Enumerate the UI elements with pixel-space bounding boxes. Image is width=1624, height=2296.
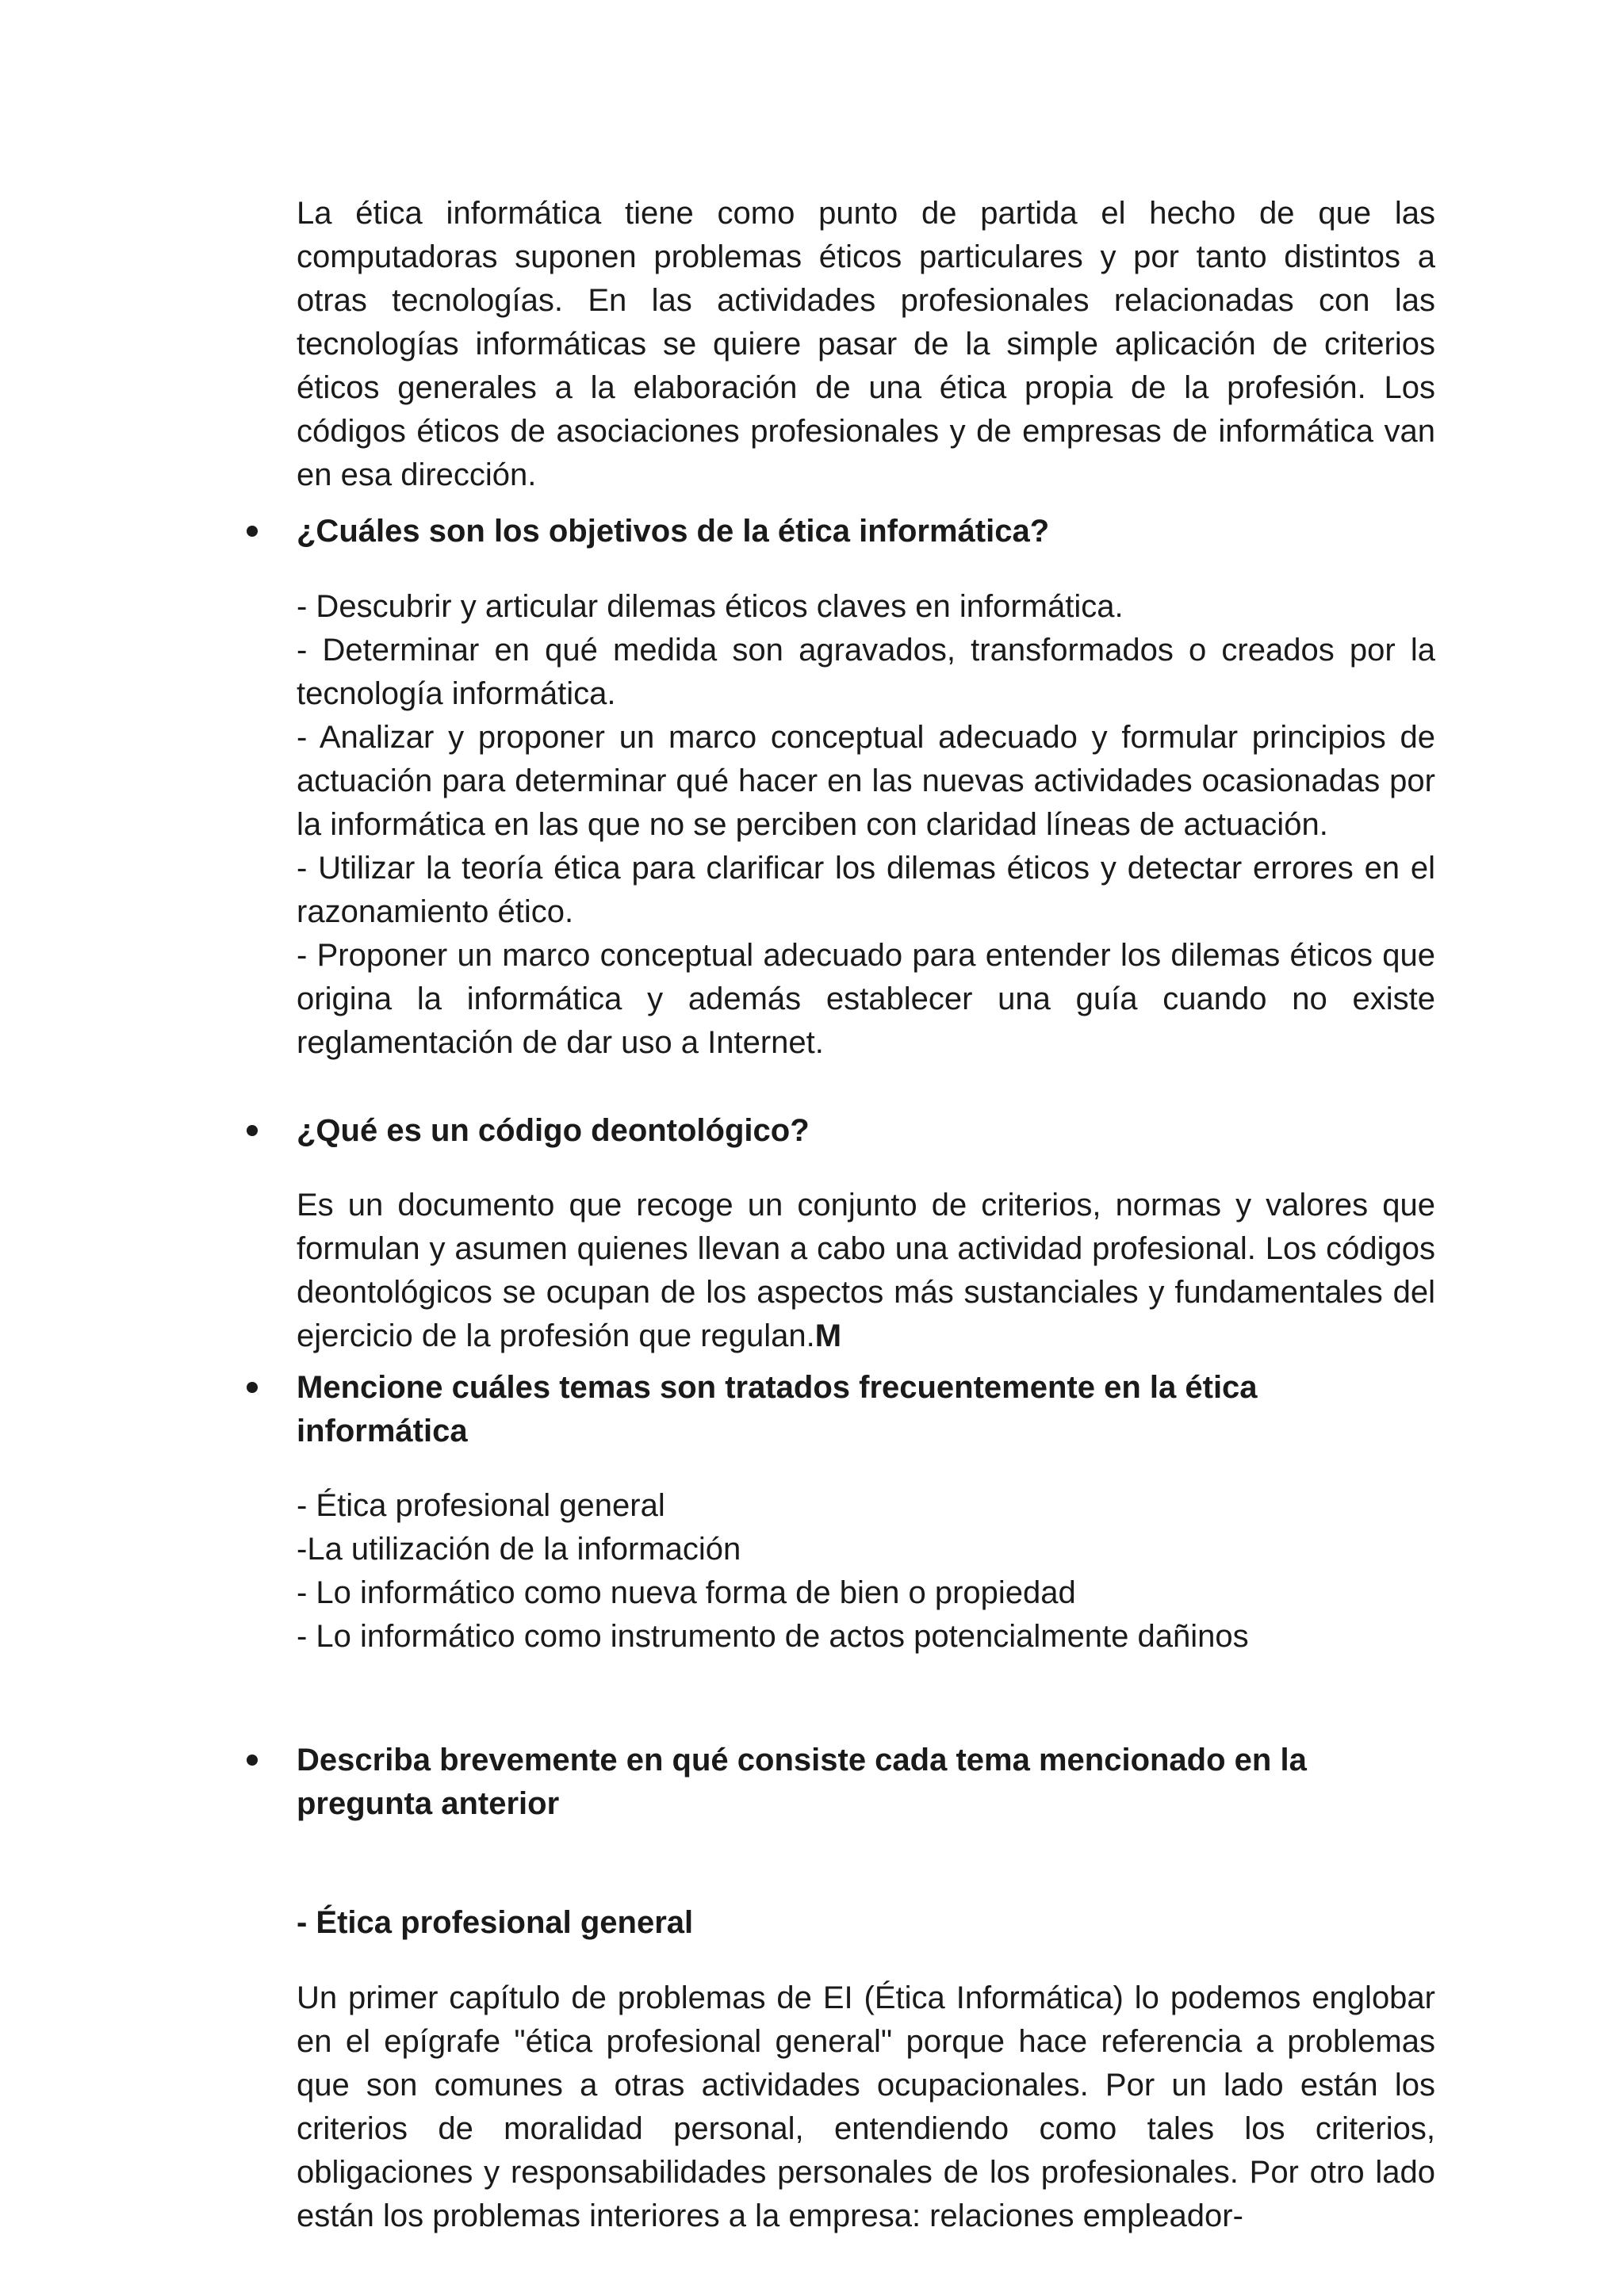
q2-answer-tail: M [814,1318,842,1353]
q4-subheading: - Ética profesional general [297,1905,694,1940]
q1-objectives-list [297,585,1435,1065]
intro-paragraph: La ética informática tiene como punto de partida el hecho de que las computadoras suponen problemas éticos particulares y por tanto distintos a otras tecnologías. En las actividades profesionales relacionadas con las tecnologías informáticas se quiere pasar de la simple aplicación de criterios éticos generales a la elaboración de una ética propia de la profesión. Los códigos éticos de asociaciones profesionales y de empresas de informática van en esa dirección. [297,196,1435,492]
bullet-q1 [247,526,258,537]
q3-topics-list [297,1484,1435,1659]
q3-heading [297,1366,1435,1453]
q3-item-1: - Ética profesional general [297,1488,665,1523]
q3-heading-line2: informática [297,1414,468,1448]
bullet-q2 [247,1125,258,1136]
q1-item-5: - Proponer un marco conceptual adecuado para entender los dilemas éticos que origina la informática y además establecer una guía cuando no existe reglamentación de dar uso a Internet. [297,938,1435,1060]
q2-answer-text: Es un documento que recoge un conjunto de criterios, normas y valores que formulan y asumen quienes llevan a cabo una actividad profesional. Los códigos deontológicos se ocupan de los aspectos más sustanciales y fundamentales del ejercicio de la profesión que regulan. [297,1188,1435,1353]
q2-heading: ¿Qué es un código deontológico? [297,1113,810,1148]
q1-item-2: - Determinar en qué medida son agravados, transformados o creados por la tecnología informática. [297,633,1435,711]
q3-item-4: - Lo informático como instrumento de actos potencialmente dañinos [297,1619,1249,1654]
q4-heading [297,1739,1435,1826]
q4-heading-line1: Describa brevemente en qué consiste cada tema mencionado en la [297,1743,1307,1777]
q1-heading: ¿Cuáles son los objetivos de la ética informática? [297,514,1050,549]
q3-item-3: - Lo informático como nueva forma de bien o propiedad [297,1575,1076,1610]
bullet-q4 [247,1755,258,1766]
q4-heading-line2: pregunta anterior [297,1786,560,1821]
q3-item-2: -La utilización de la información [297,1532,741,1567]
bullet-q3 [247,1382,258,1393]
q4-paragraph: Un primer capítulo de problemas de EI (Ética Informática) lo podemos englobar en el epígrafe "ética profesional general" porque hace referencia a problemas que son comunes a otras actividades ocupacionales. Por un lado están los criterios de moralidad personal, entendiendo como tales los criterios, obligaciones y responsabilidades personales de los profesionales. Por otro lado están los problemas interiores a la empresa: relaciones empleador- [297,1980,1435,2233]
q1-item-3: - Analizar y proponer un marco conceptual adecuado y formular principios de actuación para determinar qué hacer en las nuevas actividades ocasionadas por la informática en las que no se perciben con claridad líneas de actuación. [297,720,1435,842]
q3-heading-line1: Mencione cuáles temas son tratados frecuentemente en la ética [297,1370,1258,1405]
q2-answer [297,1184,1435,1358]
q1-item-1: - Descubrir y articular dilemas éticos claves en informática. [297,589,1124,624]
q1-item-4: - Utilizar la teoría ética para clarificar los dilemas éticos y detectar errores en el razonamiento ético. [297,851,1435,929]
